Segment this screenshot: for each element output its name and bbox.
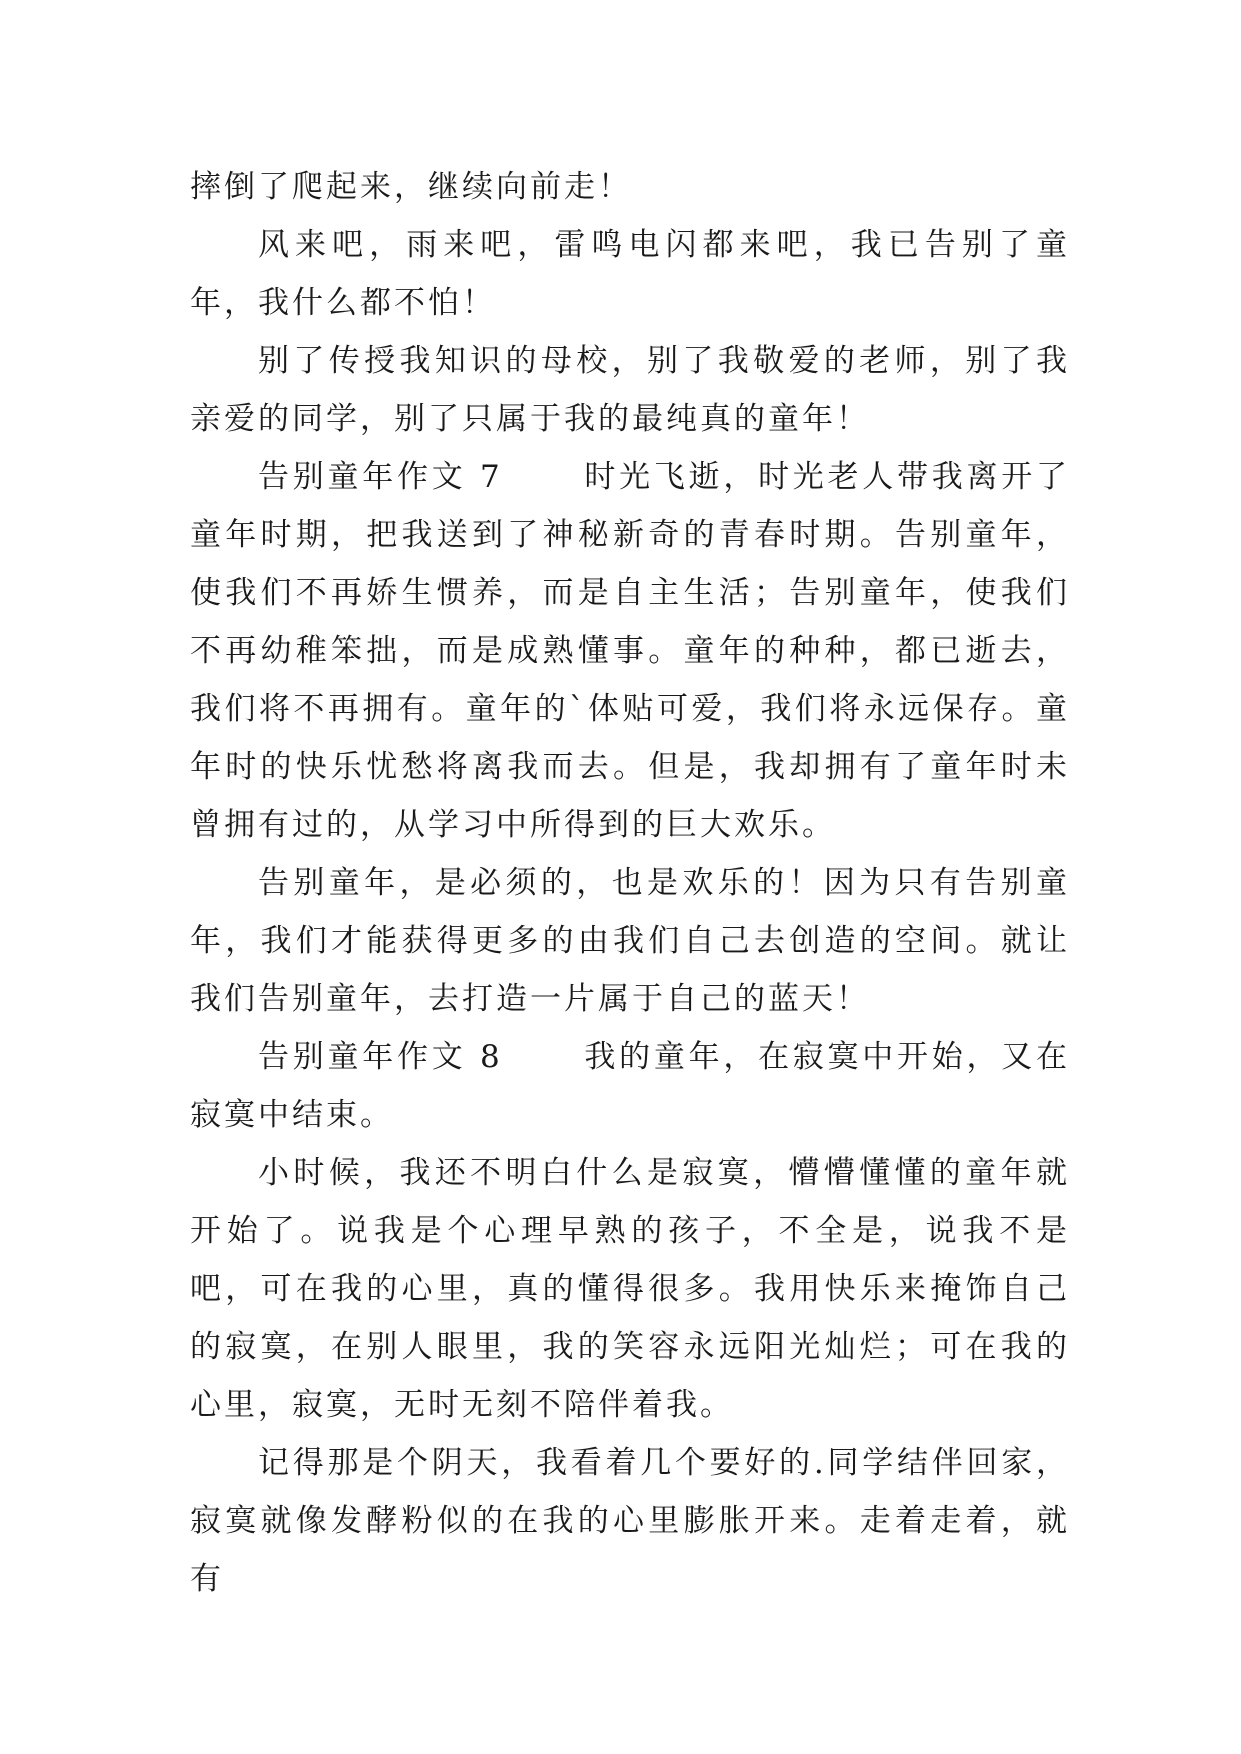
essay-body bbox=[190, 158, 1070, 1608]
paragraph-5 bbox=[190, 854, 1070, 1028]
section-heading-8: 告别童年作文 8 bbox=[258, 1039, 503, 1075]
paragraph-text: 记得那是个阴天，我看着几个要好的.同学结伴回家，寂寞就像发酵粉似的在我的心里膨胀开来。走着走着，就有 bbox=[190, 1445, 1070, 1597]
paragraph-text: 风来吧，雨来吧，雷鸣电闪都来吧，我已告别了童年，我什么都不怕！ bbox=[190, 227, 1070, 321]
paragraph-4 bbox=[190, 448, 1070, 854]
paragraph-text: 我的童年，在寂寞中开始，又在寂寞中结束。 bbox=[190, 1039, 1071, 1133]
paragraph-2 bbox=[190, 216, 1070, 332]
paragraph-7 bbox=[190, 1144, 1070, 1434]
paragraph-6 bbox=[190, 1028, 1070, 1144]
paragraph-3 bbox=[190, 332, 1070, 448]
paragraph-text: 告别童年，是必须的，也是欢乐的！因为只有告别童年，我们才能获得更多的由我们自己去创造的空间。就让我们告别童年，去打造一片属于自己的蓝天！ bbox=[190, 865, 1070, 1017]
paragraph-text: 时光飞逝，时光老人带我离开了童年时期，把我送到了神秘新奇的青春时期。告别童年，使我们不再娇生惯养，而是自主生活；告别童年，使我们不再幼稚笨拙，而是成熟懂事。童年的种种，都已逝去，我们将不再拥有。童年的`体贴可爱，我们将永远保存。童年时的快乐忧愁将离我而去。但是，我却拥有了童年时未曾拥有过的，从学习中所得到的巨大欢乐。 bbox=[190, 459, 1071, 843]
paragraph-text: 别了传授我知识的母校，别了我敬爱的老师，别了我亲爱的同学，别了只属于我的最纯真的童年！ bbox=[190, 343, 1070, 437]
paragraph-text: 小时候，我还不明白什么是寂寞，懵懵懂懂的童年就开始了。说我是个心理早熟的孩子，不全是，说我不是吧，可在我的心里，真的懂得很多。我用快乐来掩饰自己的寂寞，在别人眼里，我的笑容永远阳光灿烂；可在我的心里，寂寞，无时无刻不陪伴着我。 bbox=[190, 1155, 1070, 1423]
paragraph-1 bbox=[190, 158, 1070, 216]
paragraph-8 bbox=[190, 1434, 1070, 1608]
section-heading-7: 告别童年作文 7 bbox=[258, 459, 503, 495]
paragraph-text: 摔倒了爬起来，继续向前走！ bbox=[190, 169, 632, 205]
